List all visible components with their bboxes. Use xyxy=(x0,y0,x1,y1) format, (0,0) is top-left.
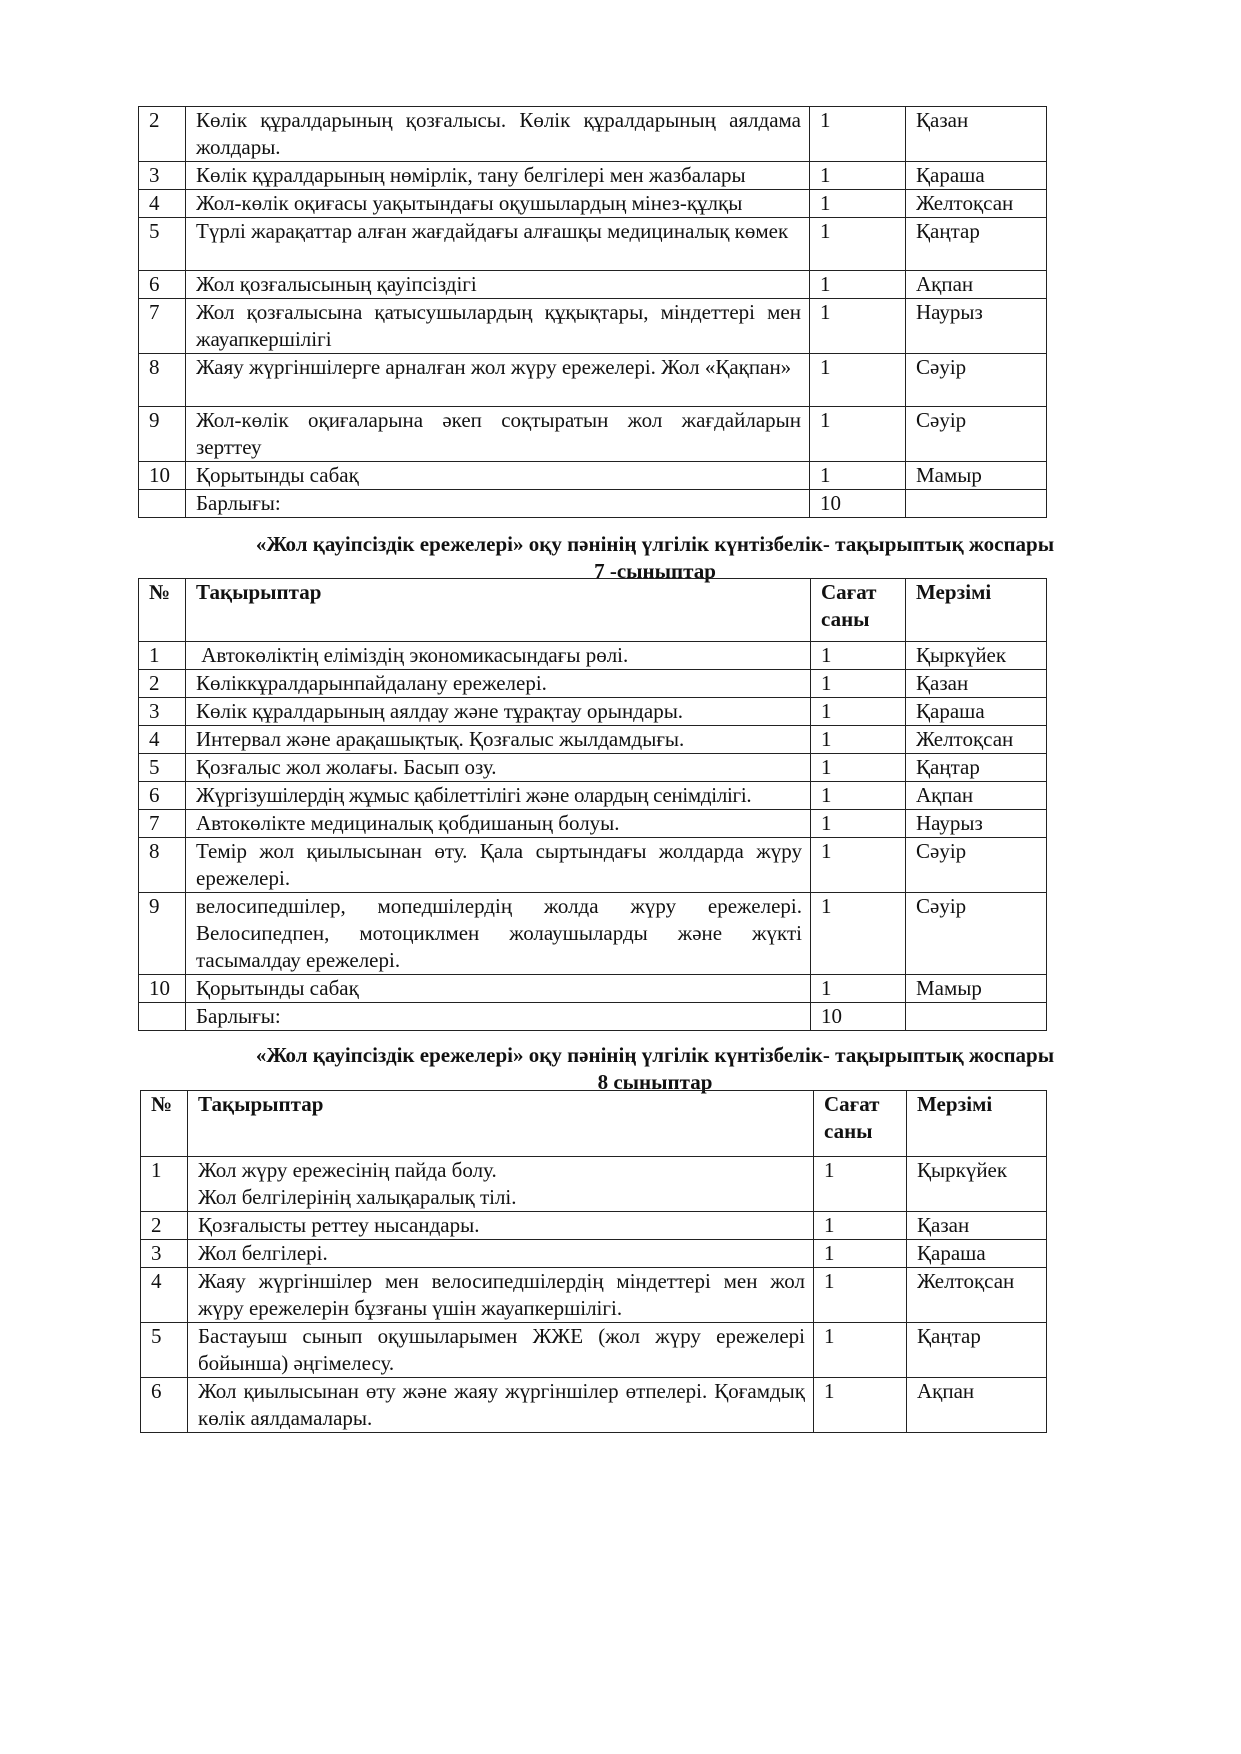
row-month: Қаңтар xyxy=(906,754,1047,782)
row-hours: 1 xyxy=(811,782,906,810)
total-number-cell xyxy=(139,490,186,518)
header-number: № xyxy=(139,579,186,642)
row-number: 5 xyxy=(141,1323,188,1378)
table-row xyxy=(139,407,1047,462)
row-month: Қараша xyxy=(906,698,1047,726)
row-number: 4 xyxy=(139,726,186,754)
row-hours: 1 xyxy=(814,1157,907,1212)
row-topic: Қорытынды сабақ xyxy=(186,975,811,1003)
row-month: Қазан xyxy=(907,1212,1047,1240)
row-month: Сәуір xyxy=(906,838,1047,893)
total-number-cell xyxy=(139,1003,186,1031)
row-hours: 1 xyxy=(811,810,906,838)
row-hours: 1 xyxy=(811,975,906,1003)
row-number: 1 xyxy=(141,1157,188,1212)
grade-8-plan-table xyxy=(140,1090,1047,1433)
row-topic xyxy=(188,1157,814,1212)
section-8-heading xyxy=(140,1042,1170,1096)
row-topic: Жол-көлік оқиғасы уақытындағы оқушылардың мінез-құлқы xyxy=(186,190,810,218)
row-hours: 1 xyxy=(810,299,906,354)
table-row xyxy=(141,1323,1047,1378)
row-month: Қараша xyxy=(907,1240,1047,1268)
row-topic: Бастауыш сынып оқушыларымен ЖЖЕ (жол жүру ережелері бойынша) әңгімелесу. xyxy=(188,1323,814,1378)
row-number: 2 xyxy=(139,107,186,162)
row-topic: Жүргізушілердің жұмыс қабілеттілігі және олардың сенімділігі. xyxy=(186,782,811,810)
row-hours: 1 xyxy=(814,1240,907,1268)
table-row xyxy=(139,726,1047,754)
section-8-title: «Жол қауіпсіздік ережелері» оқу пәнінің үлгілік күнтізбелік- тақырыптық жоспары xyxy=(255,1043,1055,1067)
row-number: 8 xyxy=(139,838,186,893)
row-month: Қыркүйек xyxy=(906,642,1047,670)
row-number: 4 xyxy=(141,1268,188,1323)
row-month: Наурыз xyxy=(906,299,1047,354)
plan-table-continued xyxy=(138,106,1047,518)
row-month: Желтоқсан xyxy=(907,1268,1047,1323)
row-number: 6 xyxy=(139,271,186,299)
section-8-subtitle: 8 сыныптар xyxy=(597,1070,713,1094)
total-month-cell xyxy=(906,1003,1047,1031)
table-row xyxy=(139,893,1047,975)
row-hours: 1 xyxy=(810,107,906,162)
row-number: 7 xyxy=(139,299,186,354)
row-hours: 1 xyxy=(810,462,906,490)
row-number: 4 xyxy=(139,190,186,218)
row-topic-line-1: Жол жүру ережесінің пайда болу. xyxy=(198,1158,497,1182)
row-topic: Қорытынды сабақ xyxy=(186,462,810,490)
row-month: Қараша xyxy=(906,162,1047,190)
table-row xyxy=(141,1240,1047,1268)
row-number: 8 xyxy=(139,354,186,407)
total-hours: 10 xyxy=(811,1003,906,1031)
row-number: 3 xyxy=(141,1240,188,1268)
total-row xyxy=(139,490,1047,518)
row-topic: Интервал және арақашықтық. Қозғалыс жылдамдығы. xyxy=(186,726,811,754)
row-topic: Көлік құралдарының қозғалысы. Көлік құралдарының аялдама жолдары. xyxy=(186,107,810,162)
row-topic: Түрлі жарақаттар алған жағдайдағы алғашқы медициналық көмек xyxy=(186,218,810,271)
row-hours: 1 xyxy=(810,407,906,462)
row-number: 9 xyxy=(139,407,186,462)
table-row xyxy=(141,1378,1047,1433)
row-month: Сәуір xyxy=(906,407,1047,462)
row-hours: 1 xyxy=(810,218,906,271)
row-month: Желтоқсан xyxy=(906,190,1047,218)
row-month: Наурыз xyxy=(906,810,1047,838)
row-topic: Жаяу жүргіншілерге арналған жол жүру ережелері. Жол «Қақпан» xyxy=(186,354,810,407)
row-topic: велосипедшілер, мопедшілердің жолда жүру ережелері. Велосипедпен, мотоциклмен жолаушыларды және жүкті тасымалдау ережелері. xyxy=(186,893,811,975)
row-hours: 1 xyxy=(814,1378,907,1433)
row-hours: 1 xyxy=(811,754,906,782)
row-number: 1 xyxy=(139,642,186,670)
row-month: Мамыр xyxy=(906,975,1047,1003)
row-hours: 1 xyxy=(810,271,906,299)
row-topic: Жол қозғалысына қатысушылардың құқықтары, міндеттері мен жауапкершілігі xyxy=(186,299,810,354)
table-row xyxy=(139,642,1047,670)
total-hours: 10 xyxy=(810,490,906,518)
row-topic: Көлік құралдарының аялдау және тұрақтау орындары. xyxy=(186,698,811,726)
section-7-heading xyxy=(140,531,1170,585)
row-number: 6 xyxy=(139,782,186,810)
row-month: Қыркүйек xyxy=(907,1157,1047,1212)
row-topic: Автокөліктің еліміздің экономикасындағы рөлі. xyxy=(186,642,811,670)
row-month: Қазан xyxy=(906,107,1047,162)
table-row xyxy=(139,107,1047,162)
row-topic: Қозғалыс жол жолағы. Басып озу. xyxy=(186,754,811,782)
row-topic: Автокөлікте медициналық қобдишаның болуы. xyxy=(186,810,811,838)
grade-7-plan-table xyxy=(138,578,1047,1031)
table-row xyxy=(139,462,1047,490)
row-number: 10 xyxy=(139,462,186,490)
total-row xyxy=(139,1003,1047,1031)
row-month: Қаңтар xyxy=(906,218,1047,271)
table-row xyxy=(139,162,1047,190)
row-number: 2 xyxy=(141,1212,188,1240)
row-number: 10 xyxy=(139,975,186,1003)
table-row xyxy=(139,754,1047,782)
total-month-cell xyxy=(906,490,1047,518)
header-hours xyxy=(814,1091,907,1157)
table-row xyxy=(141,1212,1047,1240)
row-number: 7 xyxy=(139,810,186,838)
header-topics: Тақырыптар xyxy=(188,1091,814,1157)
section-7-subtitle: 7 -сыныптар xyxy=(594,559,716,583)
row-hours: 1 xyxy=(814,1268,907,1323)
section-7-title: «Жол қауіпсіздік ережелері» оқу пәнінің үлгілік күнтізбелік- тақырыптық жоспары xyxy=(255,532,1055,556)
row-month: Қазан xyxy=(906,670,1047,698)
row-topic: Темір жол қиылысынан өту. Қала сыртындағы жолдарда жүру ережелері. xyxy=(186,838,811,893)
row-hours: 1 xyxy=(811,642,906,670)
row-hours: 1 xyxy=(811,893,906,975)
row-month: Сәуір xyxy=(906,354,1047,407)
table-row xyxy=(141,1157,1047,1212)
row-month: Ақпан xyxy=(906,271,1047,299)
table-row xyxy=(139,838,1047,893)
table-row xyxy=(139,190,1047,218)
row-number: 2 xyxy=(139,670,186,698)
row-month: Желтоқсан xyxy=(906,726,1047,754)
row-hours: 1 xyxy=(811,698,906,726)
row-topic: Жол-көлік оқиғаларына әкеп соқтыратын жол жағдайларын зерттеу xyxy=(186,407,810,462)
row-number: 9 xyxy=(139,893,186,975)
row-hours: 1 xyxy=(811,726,906,754)
row-month: Ақпан xyxy=(906,782,1047,810)
header-topics: Тақырыптар xyxy=(186,579,811,642)
header-hours-line-2: саны xyxy=(821,607,870,631)
row-topic: Жаяу жүргіншілер мен велосипедшілердің міндеттері мен жол жүру ережелерін бұзғаны үшін жауапкершілігі. xyxy=(188,1268,814,1323)
table-row xyxy=(139,271,1047,299)
table-row xyxy=(139,975,1047,1003)
row-topic: Көлік құралдарының нөмірлік, тану белгілері мен жазбалары xyxy=(186,162,810,190)
row-hours: 1 xyxy=(810,162,906,190)
row-hours: 1 xyxy=(810,354,906,407)
row-topic-line-2: Жол белгілерінің халықаралық тілі. xyxy=(198,1185,517,1209)
table-row xyxy=(139,782,1047,810)
row-month: Ақпан xyxy=(907,1378,1047,1433)
row-topic: Жол қозғалысының қауіпсіздігі xyxy=(186,271,810,299)
row-hours: 1 xyxy=(811,670,906,698)
row-number: 5 xyxy=(139,754,186,782)
row-month: Сәуір xyxy=(906,893,1047,975)
header-row xyxy=(139,579,1047,642)
row-number: 6 xyxy=(141,1378,188,1433)
table-row xyxy=(139,354,1047,407)
total-label: Барлығы: xyxy=(186,490,810,518)
row-topic: Қозғалысты реттеу нысандары. xyxy=(188,1212,814,1240)
row-hours: 1 xyxy=(810,190,906,218)
row-hours: 1 xyxy=(811,838,906,893)
table-row xyxy=(139,299,1047,354)
table-row xyxy=(139,810,1047,838)
header-number: № xyxy=(141,1091,188,1157)
row-topic: Көліккұралдарынпайдалану ережелері. xyxy=(186,670,811,698)
total-label: Барлығы: xyxy=(186,1003,811,1031)
table-row xyxy=(139,698,1047,726)
row-number: 3 xyxy=(139,162,186,190)
row-month: Мамыр xyxy=(906,462,1047,490)
row-number: 3 xyxy=(139,698,186,726)
header-hours xyxy=(811,579,906,642)
row-hours: 1 xyxy=(814,1323,907,1378)
row-topic: Жол белгілері. xyxy=(188,1240,814,1268)
table-row xyxy=(139,218,1047,271)
header-hours-line-2: саны xyxy=(824,1119,873,1143)
row-hours: 1 xyxy=(814,1212,907,1240)
table-row xyxy=(141,1268,1047,1323)
header-hours-line-1: Сағат xyxy=(824,1092,880,1116)
header-term: Мерзімі xyxy=(907,1091,1047,1157)
table-row xyxy=(139,670,1047,698)
header-term: Мерзімі xyxy=(906,579,1047,642)
header-row xyxy=(141,1091,1047,1157)
header-hours-line-1: Сағат xyxy=(821,580,877,604)
row-number: 5 xyxy=(139,218,186,271)
row-month: Қаңтар xyxy=(907,1323,1047,1378)
row-topic: Жол қиылысынан өту және жаяу жүргіншілер өтпелері. Қоғамдық көлік аялдамалары. xyxy=(188,1378,814,1433)
